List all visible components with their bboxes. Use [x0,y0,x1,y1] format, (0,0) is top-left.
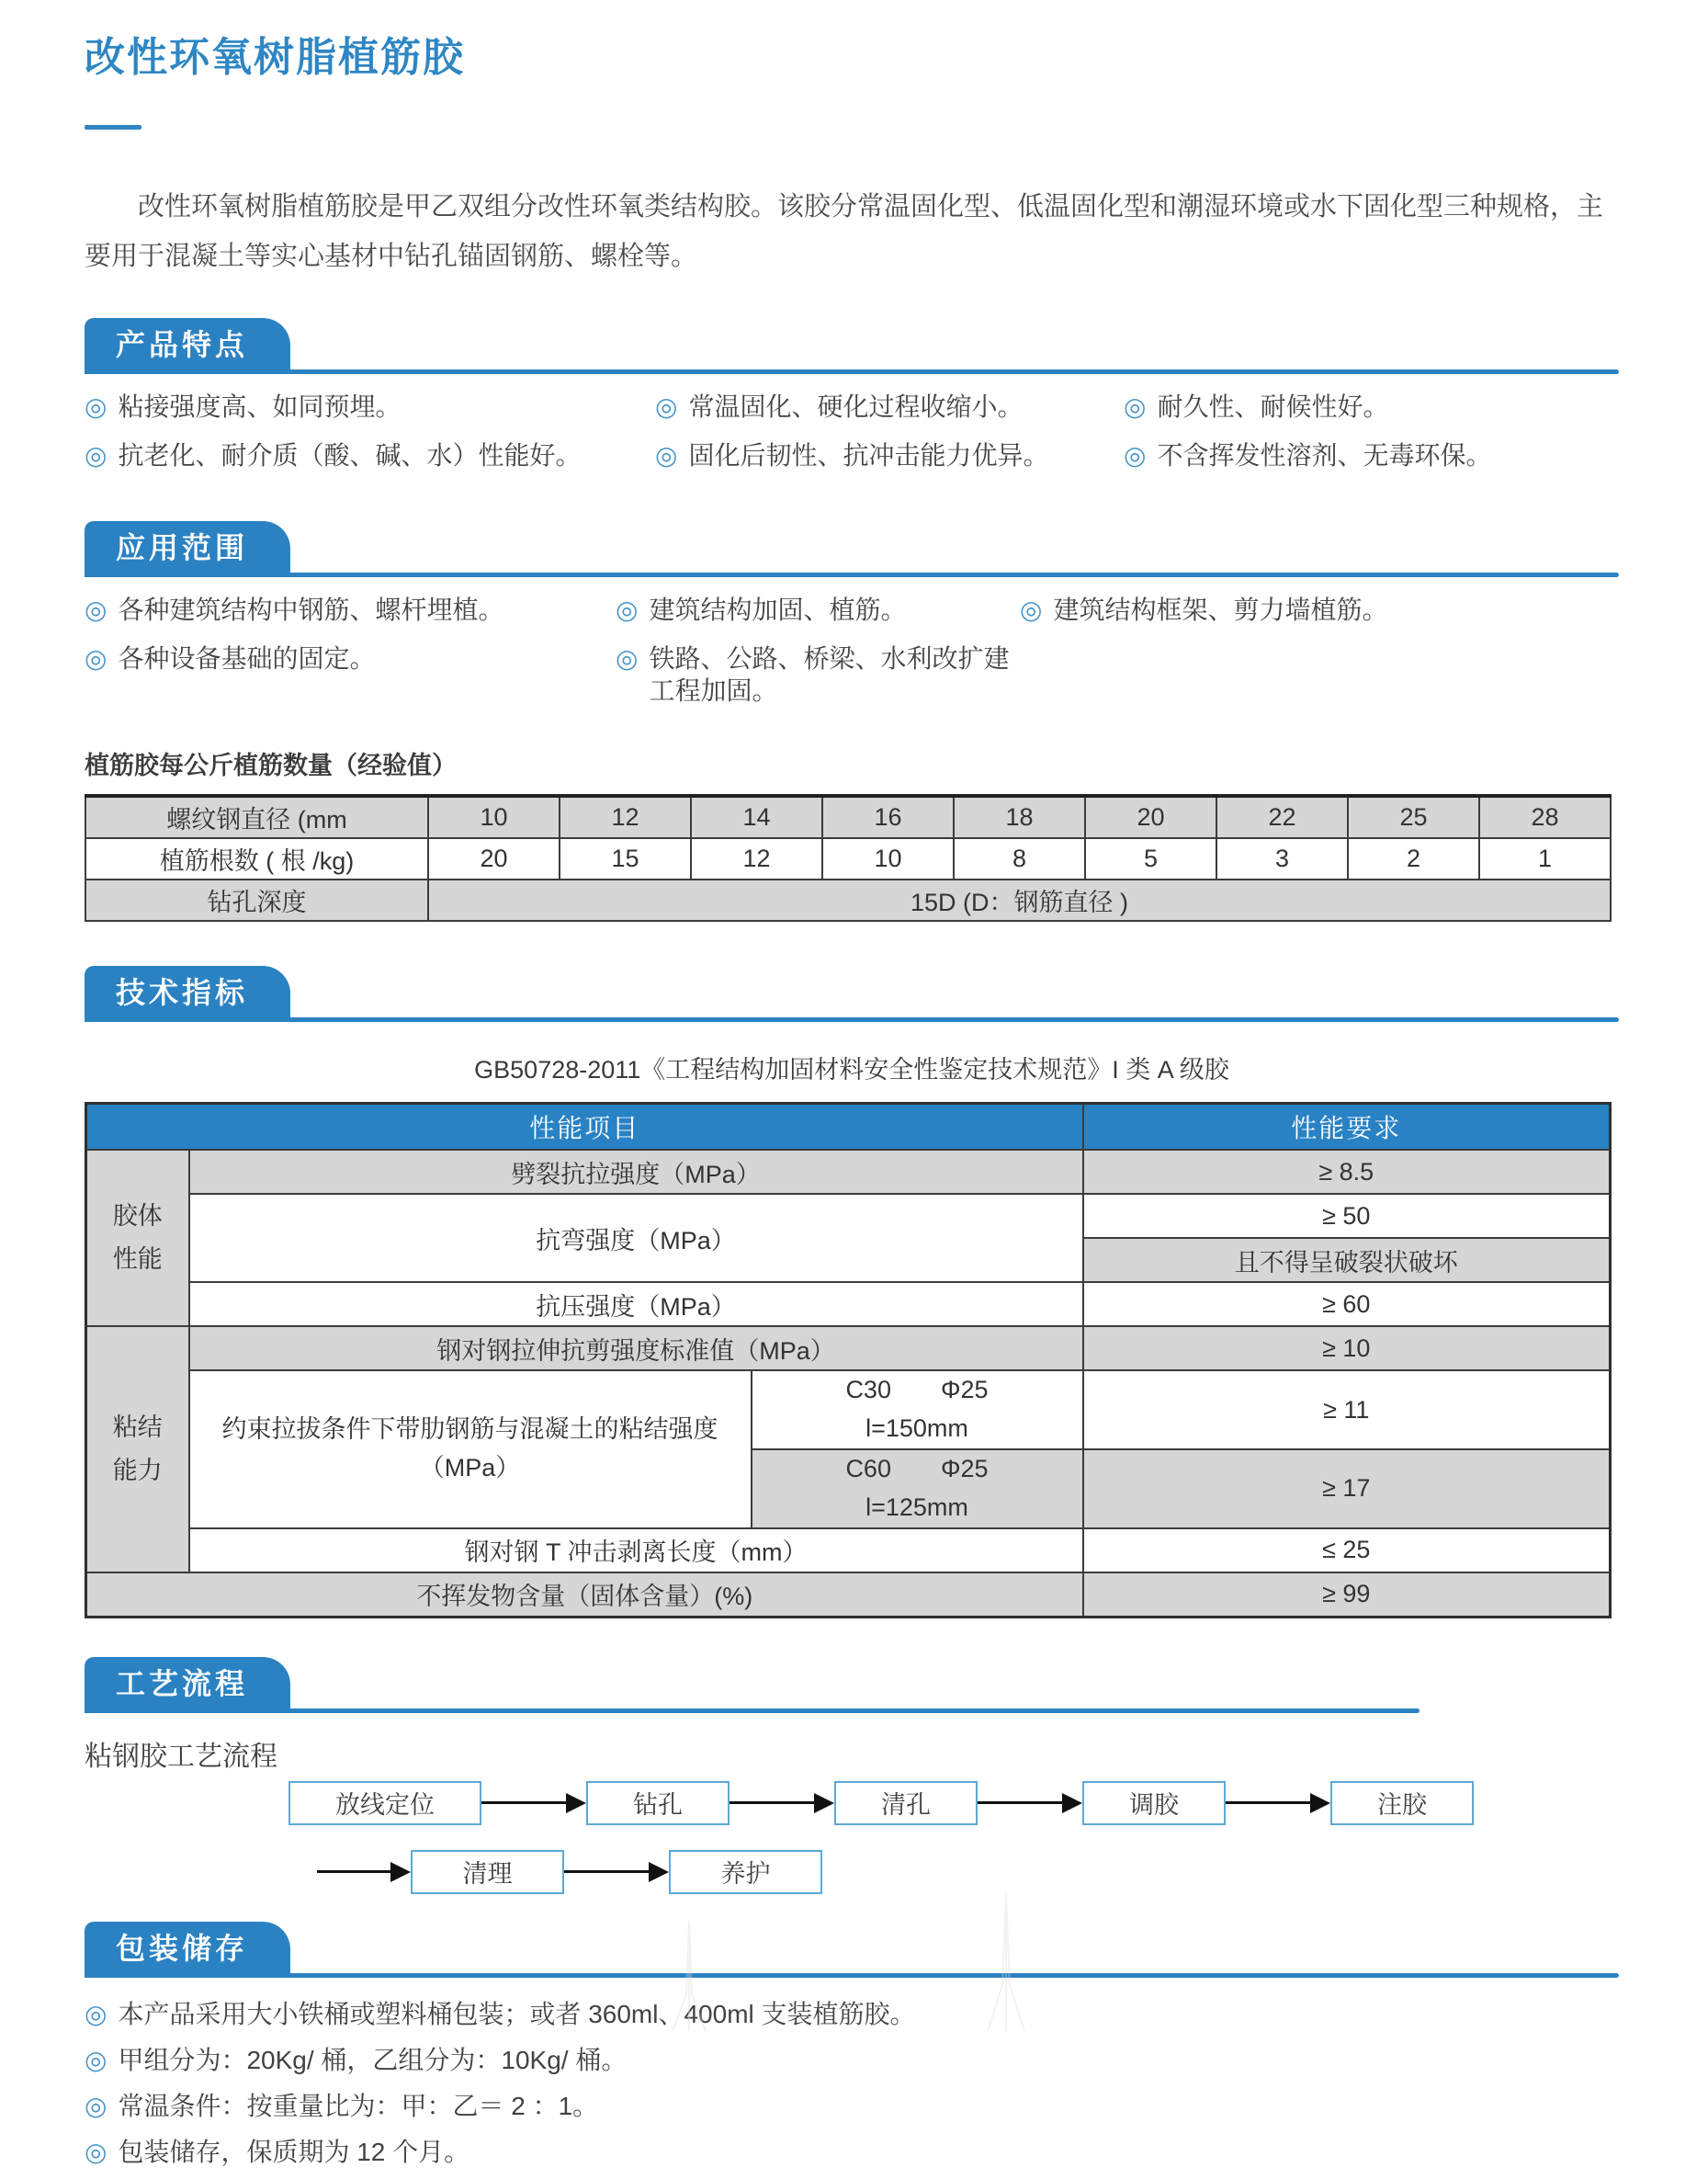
diameter-cell: 14 [691,796,822,838]
table-row [86,1282,1611,1326]
table-row [86,1194,1611,1238]
count-cell: 2 [1348,838,1479,880]
list-item [85,642,616,707]
property-cell: 约束拉拔条件下带肋钢筋与混凝土的粘结强度（MPa） [189,1370,752,1527]
section-applications-header [85,521,1619,577]
row-label-cell: 钻孔深度 [85,880,428,921]
section-rule [85,1973,1619,1978]
double-circle-bullet-icon: ◎ [85,441,107,471]
arrow-right-icon [730,1793,834,1813]
packaging-list [85,1998,1619,2168]
requirement-cell: ≥ 99 [1083,1572,1611,1617]
column-header: 性能项目 [86,1104,1083,1151]
packaging-text: 本产品采用大小铁桶或塑料桶包装；或者 360ml、400ml 支装植筋胶。 [118,1999,916,2028]
diameter-cell: 20 [1085,796,1216,838]
application-text: 铁路、公路、桥梁、水利改扩建工程加固。 [649,644,1010,706]
double-circle-bullet-icon: ◎ [1124,392,1147,422]
features-list [85,391,1619,471]
feature-text: 耐久性、耐候性好。 [1157,392,1389,422]
property-cell: 不挥发物含量（固体含量）(%) [86,1572,1083,1617]
process-step-box: 清孔 [834,1781,978,1825]
process-flow-label: 粘钢胶工艺流程 [85,1741,277,1772]
requirement-cell: ≥ 60 [1083,1282,1611,1326]
double-circle-bullet-icon: ◎ [655,441,678,471]
arrow-right-icon [564,1862,669,1882]
feature-text: 固化后韧性、抗冲击能力优异。 [688,441,1049,471]
packaging-text: 包装储存，保质期为 12 个月。 [118,2137,470,2166]
table-row [86,1150,1611,1194]
list-item [85,594,616,626]
diameter-cell: 10 [428,796,560,838]
application-text: 各种设备基础的固定。 [118,644,376,674]
process-step-box: 放线定位 [288,1781,481,1825]
section-tab-applications: 应用范围 [85,521,290,573]
feature-text: 常温固化、硬化过程收缩小。 [688,392,1024,422]
count-cell: 10 [822,838,954,880]
applications-list [85,594,1619,707]
section-process-header [85,1657,1619,1713]
column-header: 性能要求 [1083,1104,1611,1151]
list-item [655,439,1124,471]
property-cell: 钢对钢 T 冲击剥离长度（mm） [189,1528,1083,1572]
requirement-cell: ≤ 25 [1083,1528,1611,1572]
condition-spec: C60 Φ25 [845,1454,989,1482]
diameter-cell: 18 [954,796,1085,838]
condition-cell [752,1449,1083,1528]
process-step-box: 清理 [411,1850,564,1894]
packaging-text: 甲组分为：20Kg/ 桶，乙组分为：10Kg/ 桶。 [118,2045,628,2074]
process-step-box: 调胶 [1082,1781,1226,1825]
list-item [655,391,1124,423]
process-step-box: 养护 [669,1850,822,1894]
condition-cell [752,1370,1083,1449]
requirement-cell: ≥ 10 [1083,1326,1611,1370]
section-rule [85,1708,1420,1713]
row-label-cell: 螺纹钢直径 (mm [85,796,428,838]
feature-text: 粘接强度高、如同预埋。 [118,392,402,422]
rebar-count-table [85,794,1612,922]
property-cell: 劈裂抗拉强度（MPa） [189,1150,1083,1194]
double-circle-bullet-icon: ◎ [1124,441,1147,471]
double-circle-bullet-icon: ◎ [85,2137,107,2166]
condition-length: l=150mm [865,1414,968,1443]
table-row [86,1326,1611,1370]
double-circle-bullet-icon: ◎ [85,596,107,625]
table-row [85,838,1611,880]
list-item [1124,391,1619,423]
packaging-text: 常温条件：按重量比为：甲：乙＝ 2 ：1。 [118,2091,599,2120]
table-row [85,796,1611,838]
property-cell: 抗弯强度（MPa） [189,1194,1083,1282]
process-step-box: 注胶 [1330,1781,1474,1825]
table-header-row [86,1104,1611,1151]
title-underline-dash [85,125,141,130]
requirement-cell: 且不得呈破裂状破坏 [1083,1238,1611,1282]
group-label: 粘结能力 [112,1413,163,1484]
count-cell: 5 [1085,838,1216,880]
application-text: 各种建筑结构中钢筋、螺杆埋植。 [118,596,504,625]
list-item [85,2090,1619,2122]
group-cell [86,1150,189,1326]
requirement-cell: ≥ 17 [1083,1449,1611,1528]
double-circle-bullet-icon: ◎ [85,2045,107,2074]
process-step-box: 钻孔 [586,1781,730,1825]
list-item [1124,439,1619,471]
table-row [86,1572,1611,1617]
property-cell: 钢对钢拉伸抗剪强度标准值（MPa） [189,1326,1083,1370]
double-circle-bullet-icon: ◎ [616,596,639,625]
requirement-cell: ≥ 11 [1083,1370,1611,1449]
table-row [86,1370,1611,1449]
condition-spec: C30 Φ25 [845,1376,989,1404]
section-rule [85,369,1619,374]
property-cell: 抗压强度（MPa） [189,1282,1083,1326]
condition-length: l=125mm [865,1493,968,1521]
intro-paragraph: 改性环氧树脂植筋胶是甲乙双组分改性环氧类结构胶。该胶分常温固化型、低温固化型和潮湿环境或水下固化型三种规格，主要用于混凝土等实心基材中钻孔锚固钢筋、螺栓等。 [85,192,1604,271]
watermark-artifact [978,1893,1034,2032]
section-tech-header [85,966,1619,1022]
list-item [85,391,655,423]
double-circle-bullet-icon: ◎ [85,392,107,422]
drill-depth-cell: 15D (D：钢筋直径 ) [428,880,1611,921]
list-item [85,1998,1619,2030]
double-circle-bullet-icon: ◎ [85,2091,107,2120]
standard-caption: GB50728-2011《工程结构加固材料安全性鉴定技术规范》I 类 A 级胶 [474,1056,1229,1084]
section-packaging-header [85,1922,1619,1978]
section-features-header [85,318,1619,374]
diameter-cell: 12 [560,796,691,838]
table-row [85,880,1611,921]
section-tab-packaging: 包装储存 [85,1922,290,1973]
feature-text: 不含挥发性溶剂、无毒环保。 [1157,441,1492,471]
feature-text: 抗老化、耐介质（酸、碱、水）性能好。 [118,441,582,471]
list-item [85,439,655,471]
list-item [616,594,1020,626]
group-cell [86,1326,189,1572]
list-item [616,642,1020,707]
watermark-artifact [662,1921,717,2032]
table-row [86,1528,1611,1572]
double-circle-bullet-icon: ◎ [616,644,639,674]
arrow-right-icon [978,1793,1082,1813]
row-label-cell: 植筋根数 ( 根 /kg) [85,838,428,880]
arrow-right-icon [1226,1793,1330,1813]
count-cell: 1 [1479,838,1611,880]
application-text: 建筑结构框架、剪力墙植筋。 [1053,596,1388,625]
list-item [85,2044,1619,2076]
group-label: 胶体性能 [112,1202,163,1274]
count-cell: 20 [428,838,560,880]
double-circle-bullet-icon: ◎ [1020,596,1043,625]
section-tab-tech: 技术指标 [85,966,290,1017]
section-rule [85,573,1619,577]
count-cell: 15 [560,838,691,880]
count-cell: 3 [1216,838,1348,880]
list-item [1020,594,1619,626]
count-cell: 12 [691,838,822,880]
requirement-cell: ≥ 8.5 [1083,1150,1611,1194]
diameter-cell: 22 [1216,796,1348,838]
arrow-right-icon [317,1862,411,1882]
double-circle-bullet-icon: ◎ [85,644,107,674]
application-text: 建筑结构加固、植筋。 [649,596,907,625]
arrow-right-icon [481,1793,586,1813]
requirement-cell: ≥ 50 [1083,1194,1611,1238]
double-circle-bullet-icon: ◎ [655,392,678,422]
list-item [85,2136,1619,2168]
process-flow-row-2 [317,1850,1619,1894]
section-tab-features: 产品特点 [85,318,290,369]
diameter-cell: 16 [822,796,954,838]
diameter-cell: 25 [1348,796,1479,838]
section-rule [85,1017,1619,1022]
tech-spec-table [85,1102,1612,1617]
count-cell: 8 [954,838,1085,880]
diameter-cell: 28 [1479,796,1611,838]
process-flow-row-1 [288,1781,1619,1825]
section-tab-process: 工艺流程 [85,1657,290,1708]
page-title: 改性环氧树脂植筋胶 [85,35,465,80]
double-circle-bullet-icon: ◎ [85,1999,107,2028]
rebar-table-title: 植筋胶每公斤植筋数量（经验值） [85,752,457,780]
